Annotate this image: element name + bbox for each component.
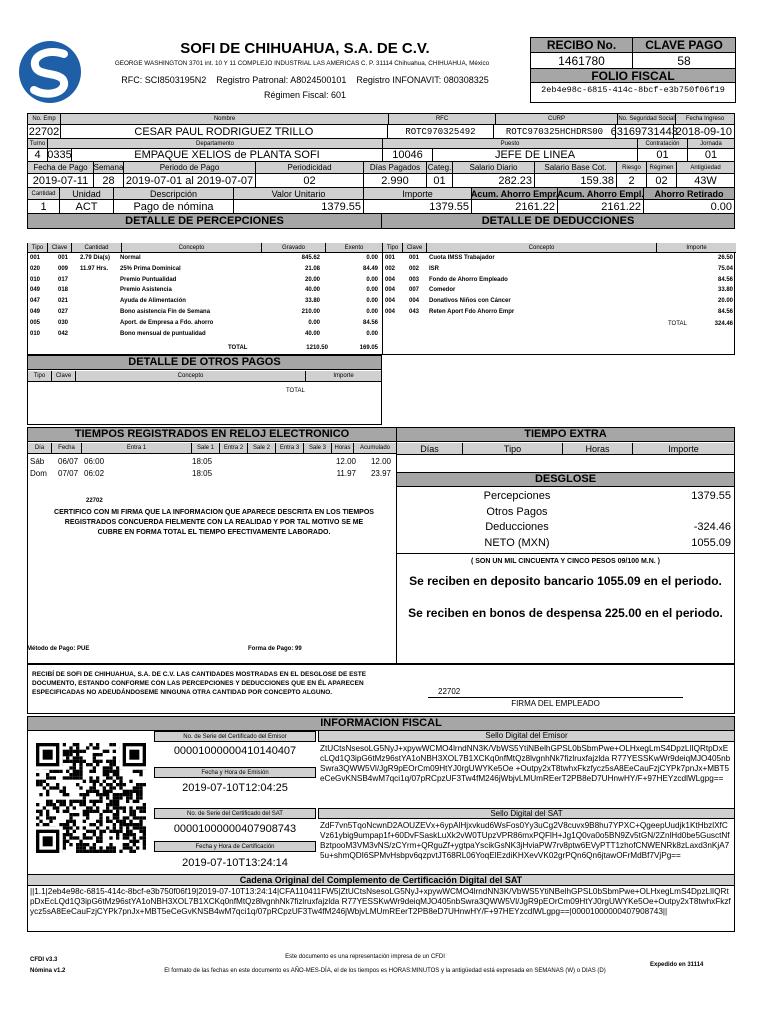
ded-h-importe: Importe <box>686 244 707 251</box>
perc-cell: 049 <box>30 309 41 315</box>
h-fecha-cert: Fecha y Hora de Certificación <box>154 841 316 852</box>
perc-cell: 042 <box>58 330 69 337</box>
extra-h-horas: Horas <box>563 443 633 454</box>
receipt-box <box>530 37 736 103</box>
perc-cell: 001 <box>30 255 41 261</box>
folio-label: FOLIO FISCAL <box>531 68 735 83</box>
perc-cell: 009 <box>58 265 69 272</box>
perc-total-exento: 169.05 <box>359 345 378 351</box>
footer-nomina: Nómina v1.2 <box>30 968 66 974</box>
emp-turno: 4 <box>28 149 48 161</box>
reloj-h-cell: Entra 1 <box>82 443 192 453</box>
h-sello-emisor: Sello Digital del Emisor <box>318 731 734 742</box>
perc-cell: 021 <box>58 298 69 305</box>
fiscal-title: INFORMACION FISCAL <box>28 717 734 731</box>
emp-rfc: ROTC970325492 <box>388 125 495 138</box>
otros-title: DETALLE DE OTROS PAGOS <box>28 356 381 370</box>
perc-cell: 845.62 <box>301 255 320 261</box>
clave-label: CLAVE PAGO <box>633 38 735 53</box>
reloj-h-cell: Sale 3 <box>304 443 332 453</box>
footer-formato: El formato de las fechas en este documento es AÑO-MES-DÍA, el de los tiempos es HORAS:MINUTOS y la antigüedad está expresada en SEMANAS (W) o DIAS (D) <box>164 968 606 974</box>
ded-cell: Reten Aport Fdo Ahorro Empr <box>429 309 515 315</box>
perc-cell: 010 <box>30 330 41 337</box>
metodo-pago: Método de Pago: PUE <box>27 646 90 652</box>
perc-cell: 0.00 <box>366 298 378 305</box>
h-jornada: Jornada <box>700 140 722 147</box>
ded-h-concepto: Concepto <box>427 243 657 252</box>
desglose-letra: ( SON UN MIL CINCUENTA Y CINCO PESOS 09/100 M.N. ) <box>470 558 661 565</box>
ded-cell: 84.56 <box>717 309 733 315</box>
reloj-cell: Dom <box>30 469 47 478</box>
reloj-cell: 12.00 <box>370 457 391 466</box>
perc-cell: 010 <box>30 276 41 283</box>
h-serie-emisor: No. de Serie del Certificado del Emisor <box>154 731 316 742</box>
perc-h-clave: Clave <box>48 243 72 252</box>
extra-title: TIEMPO EXTRA <box>397 428 734 442</box>
perc-cell: 33.80 <box>304 298 320 305</box>
footer-rep: Este documento es una representación impresa de un CFDI <box>285 954 445 960</box>
firma-emp-no: 22702 <box>438 687 461 696</box>
c-desc: Pago de nómina <box>114 200 234 213</box>
h-categ: Categ. <box>427 163 452 172</box>
emp-curp: ROTC970325HCHDRS00 <box>494 125 616 138</box>
otros-h-importe: Importe <box>333 373 354 379</box>
reloj-h-cell: Horas <box>332 443 354 453</box>
perc-h-cantidad: Cantidad <box>72 243 122 252</box>
desglose-label: Deducciones <box>485 521 549 533</box>
c-aem: 2161.22 <box>558 200 644 213</box>
pay-sd: 282.23 <box>453 174 535 187</box>
reloj-title: TIEMPOS REGISTRADOS EN RELOJ ELECTRONICO <box>28 428 396 442</box>
perc-cell: 84.49 <box>362 265 378 272</box>
pay-dias: 2.990 <box>364 174 427 187</box>
ded-cell: Comedor <box>429 287 456 294</box>
company-logo <box>18 40 82 104</box>
emp-nombre: CESAR PAUL RODRIGUEZ TRILLO <box>61 125 388 138</box>
emp-nss: 63169731443 <box>610 125 678 138</box>
h-serie-sat: No. de Serie del Certificado del SAT <box>154 808 316 819</box>
h-depto: Departamento <box>48 139 383 148</box>
perc-cell: Premio Puntualidad <box>120 276 177 283</box>
ded-cell: 20.00 <box>717 298 733 305</box>
h-ingreso: Fecha Ingreso <box>685 116 725 122</box>
company-regimen: Régimen Fiscal: 601 <box>263 90 347 100</box>
pay-semana: 28 <box>94 174 124 187</box>
desglose-deposito: Se reciben en deposito bancario 1055.09 en el periodo. <box>409 574 722 588</box>
emp-depto-code: 0335 <box>47 149 72 161</box>
perc-cell: 049 <box>30 287 41 294</box>
h-no-emp: No. Emp <box>28 114 61 124</box>
serie-emisor: 00001000000410140407 <box>173 745 297 757</box>
c-imp: 1379.55 <box>364 200 472 213</box>
reloj-certifico: CERTIFICO CON MI FIRMA QUE LA INFORMACION QUE APARECE DESCRITA EN LOS TIEMPOS REGISTRADOS CONCUERDA FIELMENTE CON LA REALIDAD Y POR TAL MOTIVO SE ME CUBRE EN FORMA TOTAL EL TIEMPO EFECTIVAMENTE LABORADO. <box>54 509 374 537</box>
reloj-h-cell: Acumulado <box>359 445 391 451</box>
perc-h-gravado: Gravado <box>262 243 326 252</box>
c-ae: 2161.22 <box>472 200 558 213</box>
h-cant: Cantidad <box>28 188 60 199</box>
ded-cell: 26.50 <box>717 255 733 261</box>
perc-cell: 0.00 <box>308 319 320 326</box>
desglose-label: NETO (MXN) <box>484 536 550 549</box>
otros-h-concepto: Concepto <box>76 371 306 381</box>
h-unidad: Unidad <box>60 188 114 199</box>
pay-sbc: 159.38 <box>535 174 617 187</box>
pay-regimen: 02 <box>647 174 677 187</box>
desglose-label: Percepciones <box>483 490 551 502</box>
desglose-label: Otros Pagos <box>486 505 548 518</box>
h-contrat: Contratación <box>638 139 688 148</box>
h-imp: Importe <box>364 188 472 199</box>
perc-cell: 40.00 <box>304 287 320 294</box>
h-nss: No. Seguridad Social <box>618 116 675 122</box>
h-nombre: Nombre <box>61 114 389 124</box>
qr-code <box>36 743 146 853</box>
recibo-label: RECIBO No. <box>531 38 633 53</box>
ded-cell: 004 <box>385 298 396 305</box>
h-ar: Ahorro Retirado <box>644 188 734 199</box>
reloj-cell: 23.97 <box>370 469 391 478</box>
ded-h-tipo: Tipo <box>383 243 403 252</box>
perc-cell: 005 <box>30 319 41 326</box>
emp-puesto-code: 10046 <box>383 149 433 161</box>
desglose-value: 1379.55 <box>691 490 731 502</box>
reloj-h-cell: Entra 2 <box>220 443 248 453</box>
fecha-emision: 2019-07-10T12:04:25 <box>182 782 288 794</box>
h-desc: Descripción <box>114 188 234 199</box>
h-sd: Salario Diario <box>453 162 535 173</box>
h-curp: CURP <box>496 114 618 124</box>
pay-categ: 01 <box>427 174 453 187</box>
ded-total-label: TOTAL <box>668 321 687 327</box>
reloj-h-cell: Sale 1 <box>192 443 220 453</box>
perc-cell: 0.00 <box>366 255 378 261</box>
h-turno: Turno <box>28 139 48 148</box>
perc-cell: 017 <box>58 276 69 283</box>
perc-cell: 018 <box>58 287 69 294</box>
desglose-bonos: Se reciben en bonos de despensa 225.00 en el periodo. <box>408 606 723 620</box>
reloj-area <box>27 427 397 664</box>
pay-fecha: 2019-07-11 <box>28 174 94 187</box>
sello-sat: ZdF7vn5TqoNcwnD2AOUZEVx+6ypAlHjxvkud6WsFos0Yy3uCg2V8cuvx9B8hu7YPXC+QgeepUudjk1KtHbzlXfCVz61ybig9umpap1f+60DvFSaskLuXk2vW0TUpzVPR86mxPQFlH+Jg1Q0va0o5BN9Zv5tGN/2ZnlHd0be5GusctNfBztpooM3VM3vNS/zCYrm+QRguZf+ygtpaYscikGsNK3jHviaPW7rv8ptw6EVyPTT1zhofCNWENRk8zLaxd3nKjA75u+shmQDI6SPMvHsbpv6qzpvtJT68RL06YoqElEzdiKHXevVK02grPQn6Qn6jtawOFrMdBf7VjPg== <box>320 821 730 860</box>
cadena-original: ||1.1|2eb4e98c-6815-414c-8bcf-e3b750f06f19|2019-07-10T13:24:14|CFA110411FW5|ZtUCtsNsesoLG5NyJ+xpywWCMO4lrndNN3K/VbWS5YtiNBelhGPSL0bSbmPwe+OLHxegLmS4DpzLlIQRtpDxEcLQd1Q3ipG6tMz96stYA1oNBH3XOL7B1XCKq0nfMtQz8lvgnhNk7fizlruxfajzlda R77YESSKwWr9deiqMJO405nbSwra3QWW5Vl/JgR9pEOrCm09HtYJ0rgUWYKe5Oe+Outpy2xT8twhxFkzfycz5sA8EeCauFzjCYPk7pnJx+MBT5eCeGvKNSB4wM7qci1q/07pRCpzUF3Tw4fM246jWbjvLMUmREerT2PB8eD7UHnwHY/F+97HEYzcdlWLgpg==|00001000000407908743|| <box>30 887 731 916</box>
perc-total-gravado: 1210.50 <box>306 345 328 351</box>
perc-cell: 001 <box>58 255 69 261</box>
ded-h-clave: Clave <box>403 243 427 252</box>
ded-cell: 003 <box>409 276 420 283</box>
ded-cell: 007 <box>409 287 420 294</box>
perc-cell: Bono mensual de puntualidad <box>120 330 206 337</box>
ded-cell: 004 <box>385 276 396 283</box>
reloj-cell: 07/07 <box>58 469 79 478</box>
h-aem: Acum. Ahorro Empl. <box>557 188 644 199</box>
pay-antig: 43W <box>694 174 717 187</box>
perc-title: DETALLE DE PERCEPCIONES <box>28 214 382 228</box>
ded-cell: 004 <box>385 309 396 315</box>
ded-cell: 75.04 <box>717 265 733 272</box>
ded-total: 324.46 <box>714 321 733 327</box>
ded-cell: 004 <box>409 298 420 305</box>
reloj-h-cell: Entra 3 <box>276 443 304 453</box>
h-riesgo: Riesgo <box>617 162 647 173</box>
perc-cell: 20.00 <box>304 276 320 283</box>
c-vu: 1379.55 <box>234 200 364 213</box>
ded-cell: 002 <box>385 265 396 272</box>
fecha-cert: 2019-07-10T13:24:14 <box>182 857 288 869</box>
perc-cell: 210.00 <box>301 309 320 315</box>
clave-value: 58 <box>677 54 691 68</box>
ded-title: DETALLE DE DEDUCCIONES <box>481 215 635 227</box>
desglose-title: DESGLOSE <box>397 473 734 487</box>
perc-cell: Aport. de Empresa a Fdo. ahorro <box>120 319 214 326</box>
company-rfc-line: RFC: SCI8503195N2 Registro Patronal: A8024500101 Registro INFONAVIT: 080308325 <box>121 75 489 85</box>
reloj-h-cell: Fecha <box>52 443 82 453</box>
otros-h-tipo: Tipo <box>28 371 52 381</box>
ded-cell: Fondo de Ahorro Empleado <box>429 276 508 283</box>
company-address: GEORGE WASHINGTON 3701 int. 10 Y 11 COMPLEJO INDUSTRIAL LAS AMERICAS C. P. 31114 Chihuahua, CHIHUAHUA, México <box>114 60 490 67</box>
perc-ded-area <box>27 243 735 355</box>
recibi-area <box>27 664 735 714</box>
perc-cell: Normal <box>120 255 141 261</box>
ded-cell: 33.80 <box>717 287 733 294</box>
firma-label: FIRMA DEL EMPLEADO <box>511 699 600 708</box>
c-unidad: ACT <box>60 200 114 213</box>
ded-cell: Donativos Niños con Cáncer <box>429 298 511 305</box>
forma-pago: Forma de Pago: 99 <box>248 646 302 652</box>
desglose-value: -324.46 <box>693 521 731 533</box>
pay-periodicidad: 02 <box>256 174 364 187</box>
perc-cell: 2.79 Día(s) <box>80 255 111 261</box>
reloj-cell: 11.97 <box>336 469 356 478</box>
recibo-value: 1461780 <box>531 53 633 68</box>
h-sello-sat: Sello Digital del SAT <box>318 808 734 819</box>
reloj-cell: 12.00 <box>335 457 356 466</box>
reloj-cell: 06/07 <box>58 457 79 466</box>
reloj-cell: 06:00 <box>84 457 105 466</box>
ded-cell: 001 <box>385 255 396 261</box>
ded-cell: 043 <box>409 309 420 315</box>
h-ae: Acum. Ahorro Empr. <box>470 188 559 199</box>
reloj-cell: 06:02 <box>84 469 105 478</box>
sello-emisor: ZtUCtsNsesoLG5NyJ+xpywWCMO4lrndNN3K/VbWS5YtiNBelhGPSL0bSbmPwe+OLHxegLmS4DpzLlIQRtpDxEcLQd1Q3ipG6tMz96stYA1oNBH3XOL7B1XCKq0nfMtQz8lvgnhNk7fizlruxfajzlda R77YESSKwWr9deiqMJO405nbSwra3QWW5Vl/JgR9pEOrCm09HtYJ0rgUWYKe5Oe +Outpy2xT8twhxFkzfycz5sA8EeCauFzjCYPk7pnJx+MBT5eCeGvKNSB4wM7qci1q/07pRCpzUF3Tw4fM246jWbjvLMUmREerT2PB8eD7UHnwHY/F+97HEYzcdlWLgpg== <box>320 744 731 783</box>
h-regimen: Régimen <box>647 162 677 173</box>
perc-h-concepto: Concepto <box>122 243 262 252</box>
ded-cell: 004 <box>385 287 396 294</box>
perc-cell: 0.00 <box>366 276 378 283</box>
extra-h-tipo: Tipo <box>463 443 563 454</box>
footer-expedido: Expedido en 31114 <box>650 962 704 968</box>
reloj-cell: Sáb <box>30 457 45 466</box>
otros-pagos-area <box>27 355 382 425</box>
perc-cell: Premio Asistencia <box>120 287 172 294</box>
perc-cell: 84.56 <box>362 319 378 326</box>
extra-h-importe: Importe <box>668 443 699 454</box>
serie-sat: 00001000000407908743 <box>173 823 297 835</box>
reloj-cell: 18:05 <box>192 469 213 478</box>
h-vu: Valor Unitario <box>234 188 364 199</box>
perc-h-exento: Exento <box>344 244 364 251</box>
extra-desglose-area <box>396 427 735 664</box>
h-fecha-emision: Fecha y Hora de Emisión <box>154 767 316 778</box>
footer-cfdi: CFDI v3.3 <box>30 957 58 963</box>
otros-total-label: TOTAL <box>286 388 305 394</box>
perc-cell: 11.97 Hrs. <box>80 265 109 272</box>
company-name: SOFI DE CHIHUAHUA, S.A. DE C.V. <box>180 40 430 57</box>
fiscal-area <box>27 716 735 932</box>
folio-value: 2eb4e98c-6815-414c-8bcf-e3b750f06f19 <box>541 85 725 95</box>
perc-cell: Ayuda de Alimentación <box>120 298 186 305</box>
reloj-emp-no: 22702 <box>86 498 103 504</box>
emp-depto: EMPAQUE XELIOS de PLANTA SOFI <box>72 149 383 161</box>
employee-block <box>27 113 735 229</box>
h-semana: Semana <box>93 163 124 172</box>
perc-cell: 40.00 <box>304 330 320 337</box>
perc-cell: 027 <box>58 309 69 315</box>
h-puesto: Puesto <box>383 139 638 148</box>
h-cadena: Cadena Original del Complemento de Certificación Digital del SAT <box>28 874 734 886</box>
reloj-h-cell: Sale 2 <box>248 443 276 453</box>
perc-cell: 0.00 <box>366 330 378 337</box>
h-periodicidad: Periodicidad <box>256 162 364 173</box>
pay-riesgo: 2 <box>617 174 647 187</box>
emp-contrat: 01 <box>638 149 688 161</box>
extra-h-dias: Días <box>397 443 463 454</box>
h-periodo: Periodo de Pago <box>124 162 256 173</box>
perc-cell: Bono asistencia Fin de Semana <box>120 309 211 315</box>
h-sbc: Salario Base Cot. <box>535 162 617 173</box>
ded-cell: ISR <box>429 265 440 272</box>
emp-no: 22702 <box>28 125 60 138</box>
emp-ingreso: 2018-09-10 <box>675 125 732 138</box>
perc-total-label: TOTAL <box>228 345 248 351</box>
perc-cell: 030 <box>58 319 69 326</box>
perc-cell: 25% Prima Dominical <box>120 265 181 272</box>
reloj-h-cell: Día <box>28 443 52 453</box>
pay-periodo: 2019-07-01 al 2019-07-07 <box>124 174 256 187</box>
ded-cell: Cuota IMSS Trabajador <box>429 255 495 261</box>
otros-h-clave: Clave <box>52 371 76 381</box>
c-ar: 0.00 <box>710 200 732 213</box>
recibi-text: RECIBÍ DE SOFI DE CHIHUAHUA, S.A. DE C.V. LAS CANTIDADES MOSTRADAS EN EL DESGLOSE DE ESTE DOCUMENTO, ESTANDO CONFORME CON LAS PERCEPCIONES Y DEDUCCIONES QUE EN ÉL APARECEN ESPECIFICADAS NO ADEUDÁNDOSEME NINGUNA OTRA CANTIDAD POR CONCEPTO ALGUNO. <box>32 671 367 697</box>
perc-cell: 0.00 <box>366 309 378 315</box>
h-dias: Días Pagados <box>364 162 427 173</box>
perc-cell: 047 <box>30 298 41 305</box>
perc-h-tipo: Tipo <box>28 243 48 252</box>
perc-cell: 21.08 <box>304 265 320 272</box>
h-rfc: RFC <box>389 114 496 124</box>
ded-cell: 84.56 <box>717 276 733 283</box>
ded-cell: 002 <box>409 265 420 272</box>
h-fecha-pago: Fecha de Pago <box>28 162 94 173</box>
ded-cell: 001 <box>409 255 420 261</box>
h-antig: Antigüedad <box>690 164 721 171</box>
perc-cell: 020 <box>30 265 41 272</box>
desglose-value: 1055.09 <box>691 536 731 549</box>
c-cant: 1 <box>28 200 60 213</box>
emp-jornada: 01 <box>704 149 718 161</box>
perc-cell: 0.00 <box>366 287 378 294</box>
reloj-cell: 18:05 <box>192 457 213 466</box>
emp-puesto: JEFE DE LINEA <box>433 149 638 161</box>
